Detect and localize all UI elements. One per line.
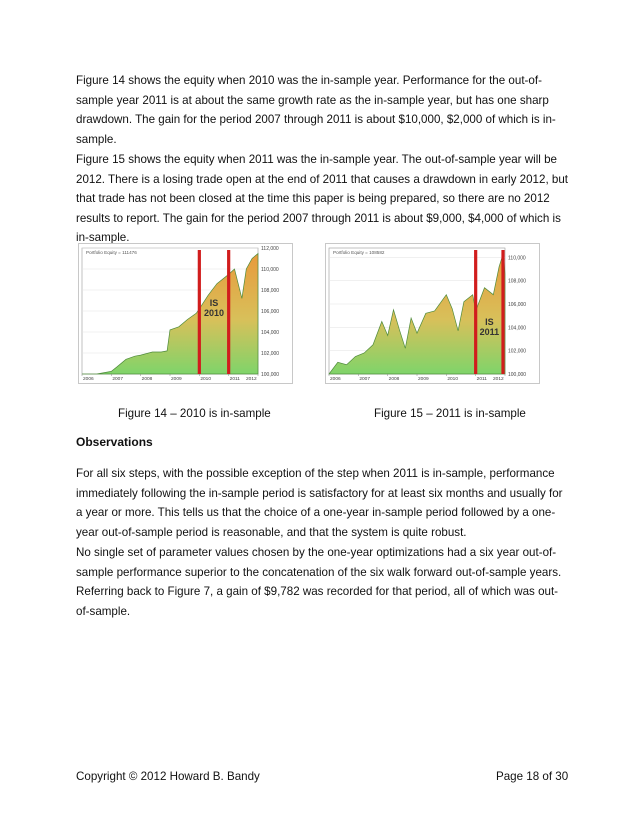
- x-tick-label: 2008: [388, 377, 400, 382]
- legend-label: Portfolio Equity = 111476: [86, 250, 137, 255]
- paragraph-figure14: Figure 14 shows the equity when 2010 was the in-sample year. Performance for the out-of-sample year 2011 is at about the same growth rate as the in-sample year, but has one sharp drawdown. The gain for the period 2007 through 2011 is about $10,000, $2,000 of which is in-sample.: [76, 74, 556, 146]
- x-tick-label: 2009: [418, 377, 429, 382]
- y-tick-label: 104,000: [261, 330, 280, 336]
- x-tick-label: 2006: [330, 377, 341, 382]
- paragraph-conclusion: No single set of parameter values chosen by the one-year optimizations had a six year out-of-sample performance superior to the concatenation of the six walk forward out-of-sample years. Referring back to Figure 7, a gain of $9,782 was recorded for that period, all of which was out-of-sample.: [76, 546, 562, 618]
- y-tick-label: 110,000: [508, 255, 526, 262]
- y-tick-label: 104,000: [508, 325, 527, 332]
- paragraph-figure15: Figure 15 shows the equity when 2011 was the in-sample year. The out-of-sample year will be 2012. There is a losing trade open at the end of 2011 that causes a drawdown in early 2012, but that trade has not been closed at the time this paper is being prepared, so there are no 2012 results to report. The gain for the period 2007 through 2011 is about $9,000, $4,000 of which is in-sample.: [76, 153, 568, 244]
- x-tick-label: 2009: [171, 377, 182, 382]
- y-tick-label: 108,000: [261, 288, 280, 294]
- x-tick-label: 2007: [359, 377, 371, 382]
- figure-14-caption: Figure 14 – 2010 is in-sample: [118, 407, 271, 420]
- legend-label: Portfolio Equity = 108582: [333, 250, 385, 255]
- figure-15-chart: [325, 243, 540, 384]
- y-tick-label: 112,000: [261, 246, 279, 252]
- in-sample-marker-line: [198, 250, 201, 374]
- x-tick-label: 2011: [229, 377, 240, 382]
- footer-page-number: Page 18 of 30: [496, 770, 569, 783]
- in-sample-marker-line: [474, 250, 477, 374]
- y-tick-label: 102,000: [261, 351, 280, 357]
- y-tick-label: 100,000: [261, 372, 280, 378]
- figure-15-svg: [325, 243, 540, 384]
- x-tick-label: 2010: [200, 377, 212, 382]
- x-tick-label: 2012: [246, 377, 257, 382]
- y-tick-label: 102,000: [508, 348, 527, 355]
- figure-14-chart: [78, 243, 293, 384]
- x-tick-label: 2011: [476, 377, 487, 382]
- in-sample-label-year: 2010: [203, 308, 225, 318]
- x-tick-label: 2007: [112, 377, 124, 382]
- in-sample-marker-line: [501, 250, 504, 374]
- figure-14-svg: [78, 243, 293, 384]
- x-tick-label: 2010: [447, 377, 459, 382]
- x-tick-label: 2008: [141, 377, 153, 382]
- y-tick-label: 100,000: [508, 372, 527, 378]
- figure-15-caption: Figure 15 – 2011 is in-sample: [374, 407, 526, 420]
- observations-heading: Observations: [76, 435, 153, 449]
- y-tick-label: 106,000: [261, 309, 280, 315]
- in-sample-label-is: IS: [485, 317, 494, 327]
- y-tick-label: 106,000: [508, 302, 527, 308]
- footer-copyright: Copyright © 2012 Howard B. Bandy: [76, 770, 260, 783]
- x-tick-label: 2006: [83, 377, 94, 382]
- x-tick-label: 2012: [493, 377, 504, 382]
- y-tick-label: 110,000: [261, 267, 279, 273]
- in-sample-marker-line: [227, 250, 230, 374]
- in-sample-label-is: IS: [209, 298, 219, 308]
- paragraph-observations: For all six steps, with the possible exception of the step when 2011 is in-sample, performance immediately following the in-sample period is satisfactory for at least six months and usually for a year or more. This tells us that the choice of a one-year in-sample period followed by a one-year out-of-sample period is reasonable, and that the system is quite robust.: [76, 467, 563, 539]
- y-tick-label: 108,000: [508, 278, 527, 285]
- in-sample-label-year: 2011: [479, 327, 500, 337]
